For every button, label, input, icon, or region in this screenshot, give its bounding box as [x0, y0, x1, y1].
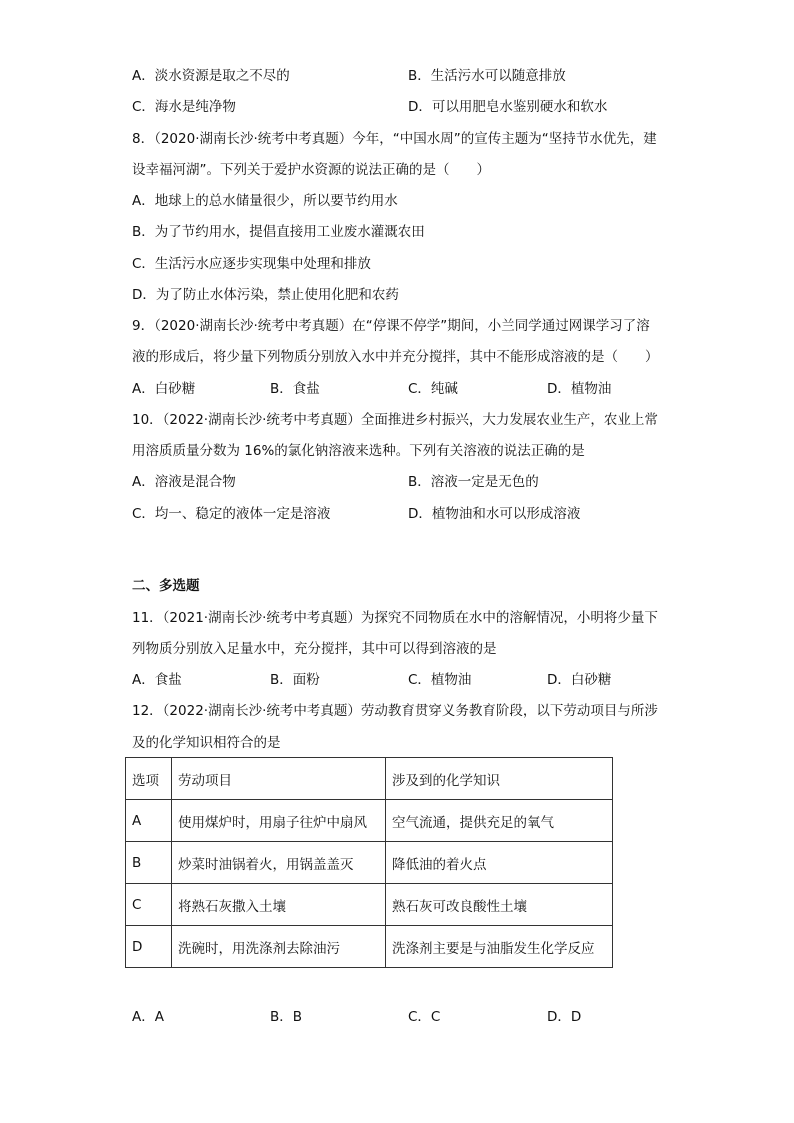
table-row: [126, 884, 613, 926]
table-header-row: [126, 758, 613, 800]
q9-stem-line2: 液的形成后，将少量下列物质分别放入水中并充分搅拌，其中不能形成溶液的是（ ）: [132, 349, 659, 365]
q8-stem-line2: 设幸福河湖”。下列关于爱护水资源的说法正确的是（ ）: [132, 162, 490, 178]
table-row: [126, 800, 613, 842]
q9-option-b: B．食盐: [270, 381, 320, 397]
table-cell: C: [126, 884, 172, 926]
q9-option-a: A．白砂糖: [132, 381, 196, 397]
q12-option-d: D．D: [547, 1009, 582, 1025]
table-cell: 洗碗时，用洗涤剂去除油污: [172, 926, 386, 968]
q12-option-a: A．A: [132, 1009, 164, 1025]
table-row: [126, 842, 613, 884]
q10-option-d: D．植物油和水可以形成溶液: [408, 506, 581, 522]
q11-option-d: D．白砂糖: [547, 672, 612, 688]
table-cell: 空气流通，提供充足的氧气: [386, 800, 613, 842]
q10-option-b: B．溶液一定是无色的: [408, 474, 539, 490]
q11-option-c: C．植物油: [408, 672, 472, 688]
q9-option-c: C．纯碱: [408, 381, 458, 397]
q12-stem-line1: 12．（2022·湖南长沙·统考中考真题）劳动教育贯穿义务教育阶段，以下劳动项目与所涉: [132, 703, 658, 719]
q11-option-b: B．面粉: [270, 672, 320, 688]
q7-option-a: A．淡水资源是取之不尽的: [132, 68, 290, 84]
q10-stem-line2: 用溶质质量分数为 16%的氯化钠溶液来选种。下列有关溶液的说法正确的是: [132, 443, 585, 459]
q9-stem-line1: 9．（2020·湖南长沙·统考中考真题）在“停课不停学”期间，小兰同学通过网课学习了溶: [132, 318, 650, 334]
q10-option-a: A．溶液是混合物: [132, 474, 236, 490]
section-title-multiple-choice: 二、多选题: [132, 578, 200, 594]
table-cell: 使用煤炉时，用扇子往炉中扇风: [172, 800, 386, 842]
table-cell: 洗涤剂主要是与油脂发生化学反应: [386, 926, 613, 968]
q12-stem-line2: 及的化学知识相符合的是: [132, 735, 281, 751]
table-cell: A: [126, 800, 172, 842]
q11-stem-line2: 列物质分别放入足量水中，充分搅拌，其中可以得到溶液的是: [132, 641, 497, 657]
table-cell: B: [126, 842, 172, 884]
q7-option-c: C．海水是纯净物: [132, 99, 236, 115]
table-cell: 降低油的着火点: [386, 842, 613, 884]
labor-knowledge-table: [125, 757, 613, 968]
table-header-cell: 选项: [126, 758, 172, 800]
table-cell: 熟石灰可改良酸性土壤: [386, 884, 613, 926]
q8-option-d: D．为了防止水体污染，禁止使用化肥和农药: [132, 287, 399, 303]
table-header-cell: 涉及到的化学知识: [386, 758, 613, 800]
table-cell: 炒菜时油锅着火，用锅盖盖灭: [172, 842, 386, 884]
q8-option-b: B．为了节约用水，提倡直接用工业废水灌溉农田: [132, 224, 425, 240]
table-cell: D: [126, 926, 172, 968]
table-header-cell: 劳动项目: [172, 758, 386, 800]
q8-option-c: C．生活污水应逐步实现集中处理和排放: [132, 256, 371, 272]
q10-stem-line1: 10．（2022·湖南长沙·统考中考真题）全面推进乡村振兴，大力发展农业生产，农业上常: [132, 412, 658, 428]
q10-option-c: C．均一、稳定的液体一定是溶液: [132, 506, 331, 522]
q7-option-d: D．可以用肥皂水鉴别硬水和软水: [408, 99, 608, 115]
q12-option-c: C．C: [408, 1009, 441, 1025]
table-cell: 将熟石灰撒入土壤: [172, 884, 386, 926]
q9-option-d: D．植物油: [547, 381, 612, 397]
q7-option-b: B．生活污水可以随意排放: [408, 68, 566, 84]
q8-option-a: A．地球上的总水储量很少，所以要节约用水: [132, 193, 398, 209]
table-row: [126, 926, 613, 968]
q12-option-b: B．B: [270, 1009, 303, 1025]
q11-stem-line1: 11．（2021·湖南长沙·统考中考真题）为探究不同物质在水中的溶解情况，小明将少量下: [132, 610, 658, 626]
q11-option-a: A．食盐: [132, 672, 182, 688]
q8-stem-line1: 8．（2020·湖南长沙·统考中考真题）今年，“中国水周”的宣传主题为“坚持节水优先，建: [132, 131, 657, 147]
